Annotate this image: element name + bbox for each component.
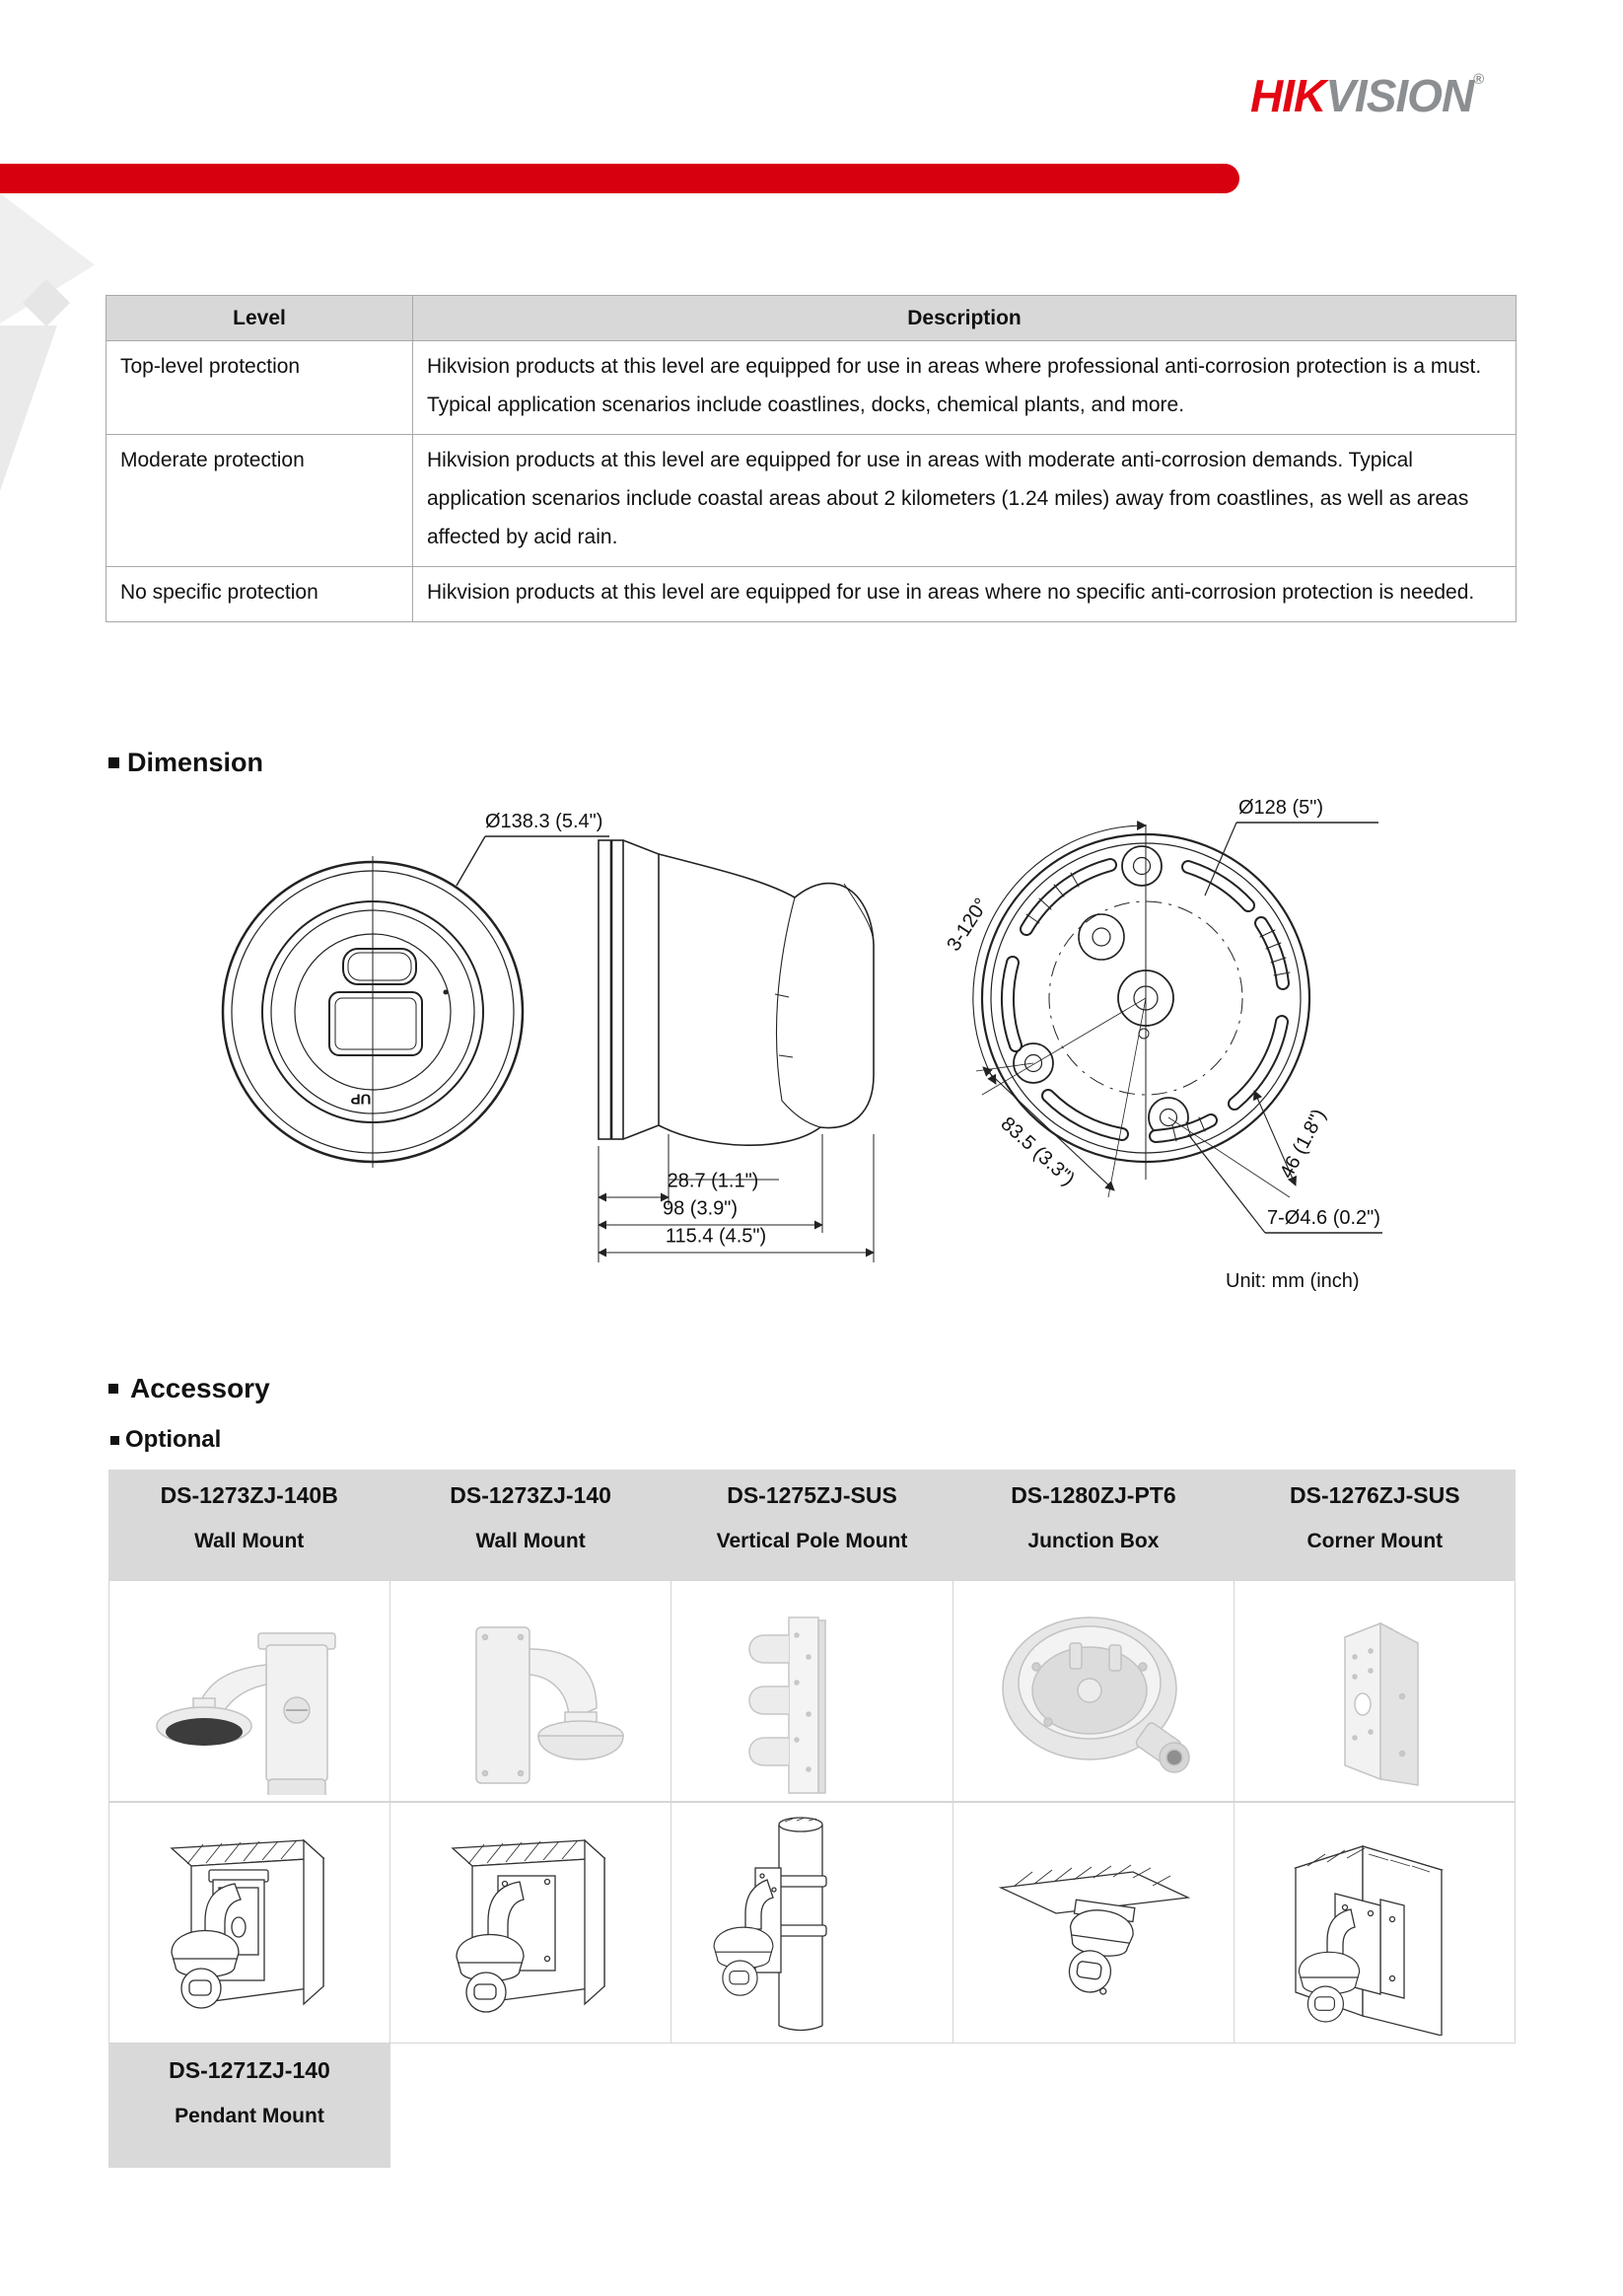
level-cell: Top-level protection [106,341,413,435]
junction-box-diagram [953,1811,1233,2036]
angle-dim-label: 3-120° [943,894,993,956]
accessory-photo-corner-mount [1234,1580,1516,1802]
section-title: Accessory [130,1373,270,1403]
accessory-model: DS-1273ZJ-140B [160,1482,338,1508]
accessory-diagram-corner-mount [1234,1802,1516,2044]
accessory-type: Vertical Pole Mount [716,1530,908,1552]
accessory-model: DS-1273ZJ-140 [450,1482,611,1508]
accessory-diagram-row [108,1802,1516,2044]
accessory-column-header [671,1470,953,1580]
vertical-pole-mount-diagram [672,1811,952,2036]
level-cell: Moderate protection [106,435,413,567]
screw-holes-label: 7-Ø4.6 (0.2") [1267,1207,1380,1229]
vertical-pole-mount-photo [672,1588,952,1795]
accessory-photo-vertical-pole-mount [670,1580,953,1802]
wall-mount-box-photo [110,1588,389,1795]
section-title: Dimension [127,748,264,777]
accessory-type: Wall Mount [194,1530,305,1552]
optional-subheading [110,1426,221,1454]
accessory-photo-junction-box [953,1580,1235,1802]
accessory-photo-wall-mount [389,1580,671,1802]
accessory-model: DS-1275ZJ-SUS [727,1482,897,1508]
accessory-photo-wall-mount-box [108,1580,390,1802]
junction-box-photo [953,1588,1233,1795]
accessory-diagram-vertical-pole-mount [670,1802,953,2044]
wall-mount-photo [391,1588,670,1795]
accessory-model: DS-1280ZJ-PT6 [1011,1482,1176,1508]
accessory-diagram-wall-mount [389,1802,671,2044]
description-cell: Hikvision products at this level are equipped for use in areas where no specific anti-corrosion protection is needed. [413,567,1517,622]
col-header-description: Description [413,296,1517,341]
corner-mount-diagram [1235,1811,1514,2036]
col-header-level: Level [106,296,413,341]
corner-mount-photo [1235,1588,1514,1795]
accessory-section-heading [108,1373,270,1404]
accessory-column-header [389,1470,670,1580]
logo-vision-text: VISION [1325,70,1474,121]
pitch-dim-label-1: 83.5 (3.3") [996,1112,1080,1190]
description-cell: Hikvision products at this level are equipped for use in areas with moderate anti-corrosion demands. Typical application scenarios include coastal areas about 2 kilometers (1.24 miles) away from coastlines, as well as areas affected by acid rain. [413,435,1517,567]
accessory-type: Pendant Mount [175,2105,324,2127]
wall-mount-box-diagram [110,1811,389,2036]
depth-dim-label-3: 115.4 (4.5") [665,1225,767,1248]
accessory-type: Wall Mount [475,1530,586,1552]
base-view-drawing [973,823,1382,1233]
up-marking-label: UP [350,1090,372,1108]
accessory-diagram-wall-mount-box [108,1802,390,2044]
front-view-drawing [223,836,609,1168]
accessory-pendant-cell [108,2044,390,2168]
accessory-type: Corner Mount [1306,1530,1444,1552]
subsection-title: Optional [125,1426,222,1453]
square-bullet-icon [108,1384,118,1394]
level-cell: No specific protection [106,567,413,622]
accessory-column-header [953,1470,1234,1580]
unit-note: Unit: mm (inch) [1226,1270,1360,1292]
depth-dim-label-2: 98 (3.9") [662,1197,739,1220]
accessory-model: DS-1276ZJ-SUS [1290,1482,1460,1508]
accessory-model: DS-1271ZJ-140 [169,2057,330,2083]
description-cell: Hikvision products at this level are equipped for use in areas where professional anti-corrosion protection is a must. Typical application scenarios include coastlines, docks, chemical plants, and more. [413,341,1517,435]
depth-dim-label-1: 28.7 (1.1") [667,1170,759,1192]
front-diameter-label: Ø138.3 (5.4") [485,811,603,832]
accessory-type: Junction Box [1027,1530,1160,1552]
accessory-header-row [108,1470,1516,1580]
base-diameter-label: Ø128 (5") [1238,797,1324,819]
accessory-column-header [1235,1470,1516,1580]
accessory-column-header [108,1470,389,1580]
accessory-photo-row [108,1580,1516,1802]
accessory-diagram-junction-box [953,1802,1235,2044]
pitch-dim-label-2: 46 (1.8") [1275,1106,1331,1183]
registered-mark: ® [1473,71,1484,88]
square-bullet-icon [110,1436,119,1445]
logo-hik-text: HIK [1250,70,1326,121]
wall-mount-diagram [391,1811,670,2036]
